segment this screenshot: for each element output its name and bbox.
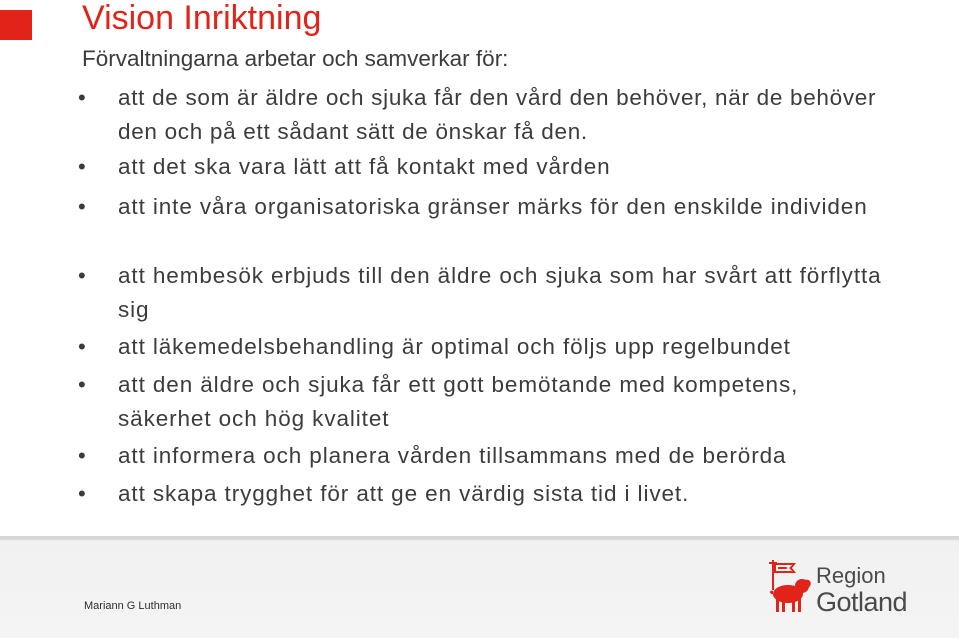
slide-footer — [0, 536, 959, 638]
bullet-text: att det ska vara lätt att få kontakt med vården — [118, 154, 611, 179]
region-gotland-logo — [764, 558, 920, 624]
slide-title: Vision Inriktning — [82, 0, 322, 37]
bullet-marker: • — [78, 481, 86, 506]
bullet-text: att de som är äldre och sjuka får den vård den behöver, när de behöver den och på ett sådant sätt de önskar få den. — [118, 85, 877, 144]
logo-text-region: Region — [816, 563, 886, 588]
title-accent-square — [0, 10, 32, 40]
intro-text: Förvaltningarna arbetar och samverkar för: — [82, 46, 509, 71]
bullet-text: att skapa trygghet för att ge en värdig sista tid i livet. — [118, 481, 690, 506]
bullet-text: att hembesök erbjuds till den äldre och sjuka som har svårt att förflytta sig — [118, 263, 882, 322]
bullet-text: att läkemedelsbehandling är optimal och följs upp regelbundet — [118, 334, 791, 359]
author-name: Mariann G Luthman — [84, 600, 182, 612]
bullet-marker: • — [78, 334, 86, 359]
bullet-marker: • — [78, 194, 86, 219]
gotland-ram-icon — [764, 558, 816, 616]
bullet-marker: • — [78, 154, 86, 179]
bullet-marker: • — [78, 263, 86, 288]
bullet-marker: • — [78, 372, 86, 397]
bullet-text: att informera och planera vården tillsammans med de berörda — [118, 443, 787, 468]
bullet-text: att inte våra organisatoriska gränser märks för den enskilde individen — [118, 194, 868, 219]
bullet-marker: • — [78, 443, 86, 468]
bullet-marker: • — [78, 85, 86, 110]
bullet-text: att den äldre och sjuka får ett gott bemötande med kompetens, säkerhet och hög kvalitet — [118, 372, 799, 431]
logo-text-gotland: Gotland — [816, 587, 908, 617]
